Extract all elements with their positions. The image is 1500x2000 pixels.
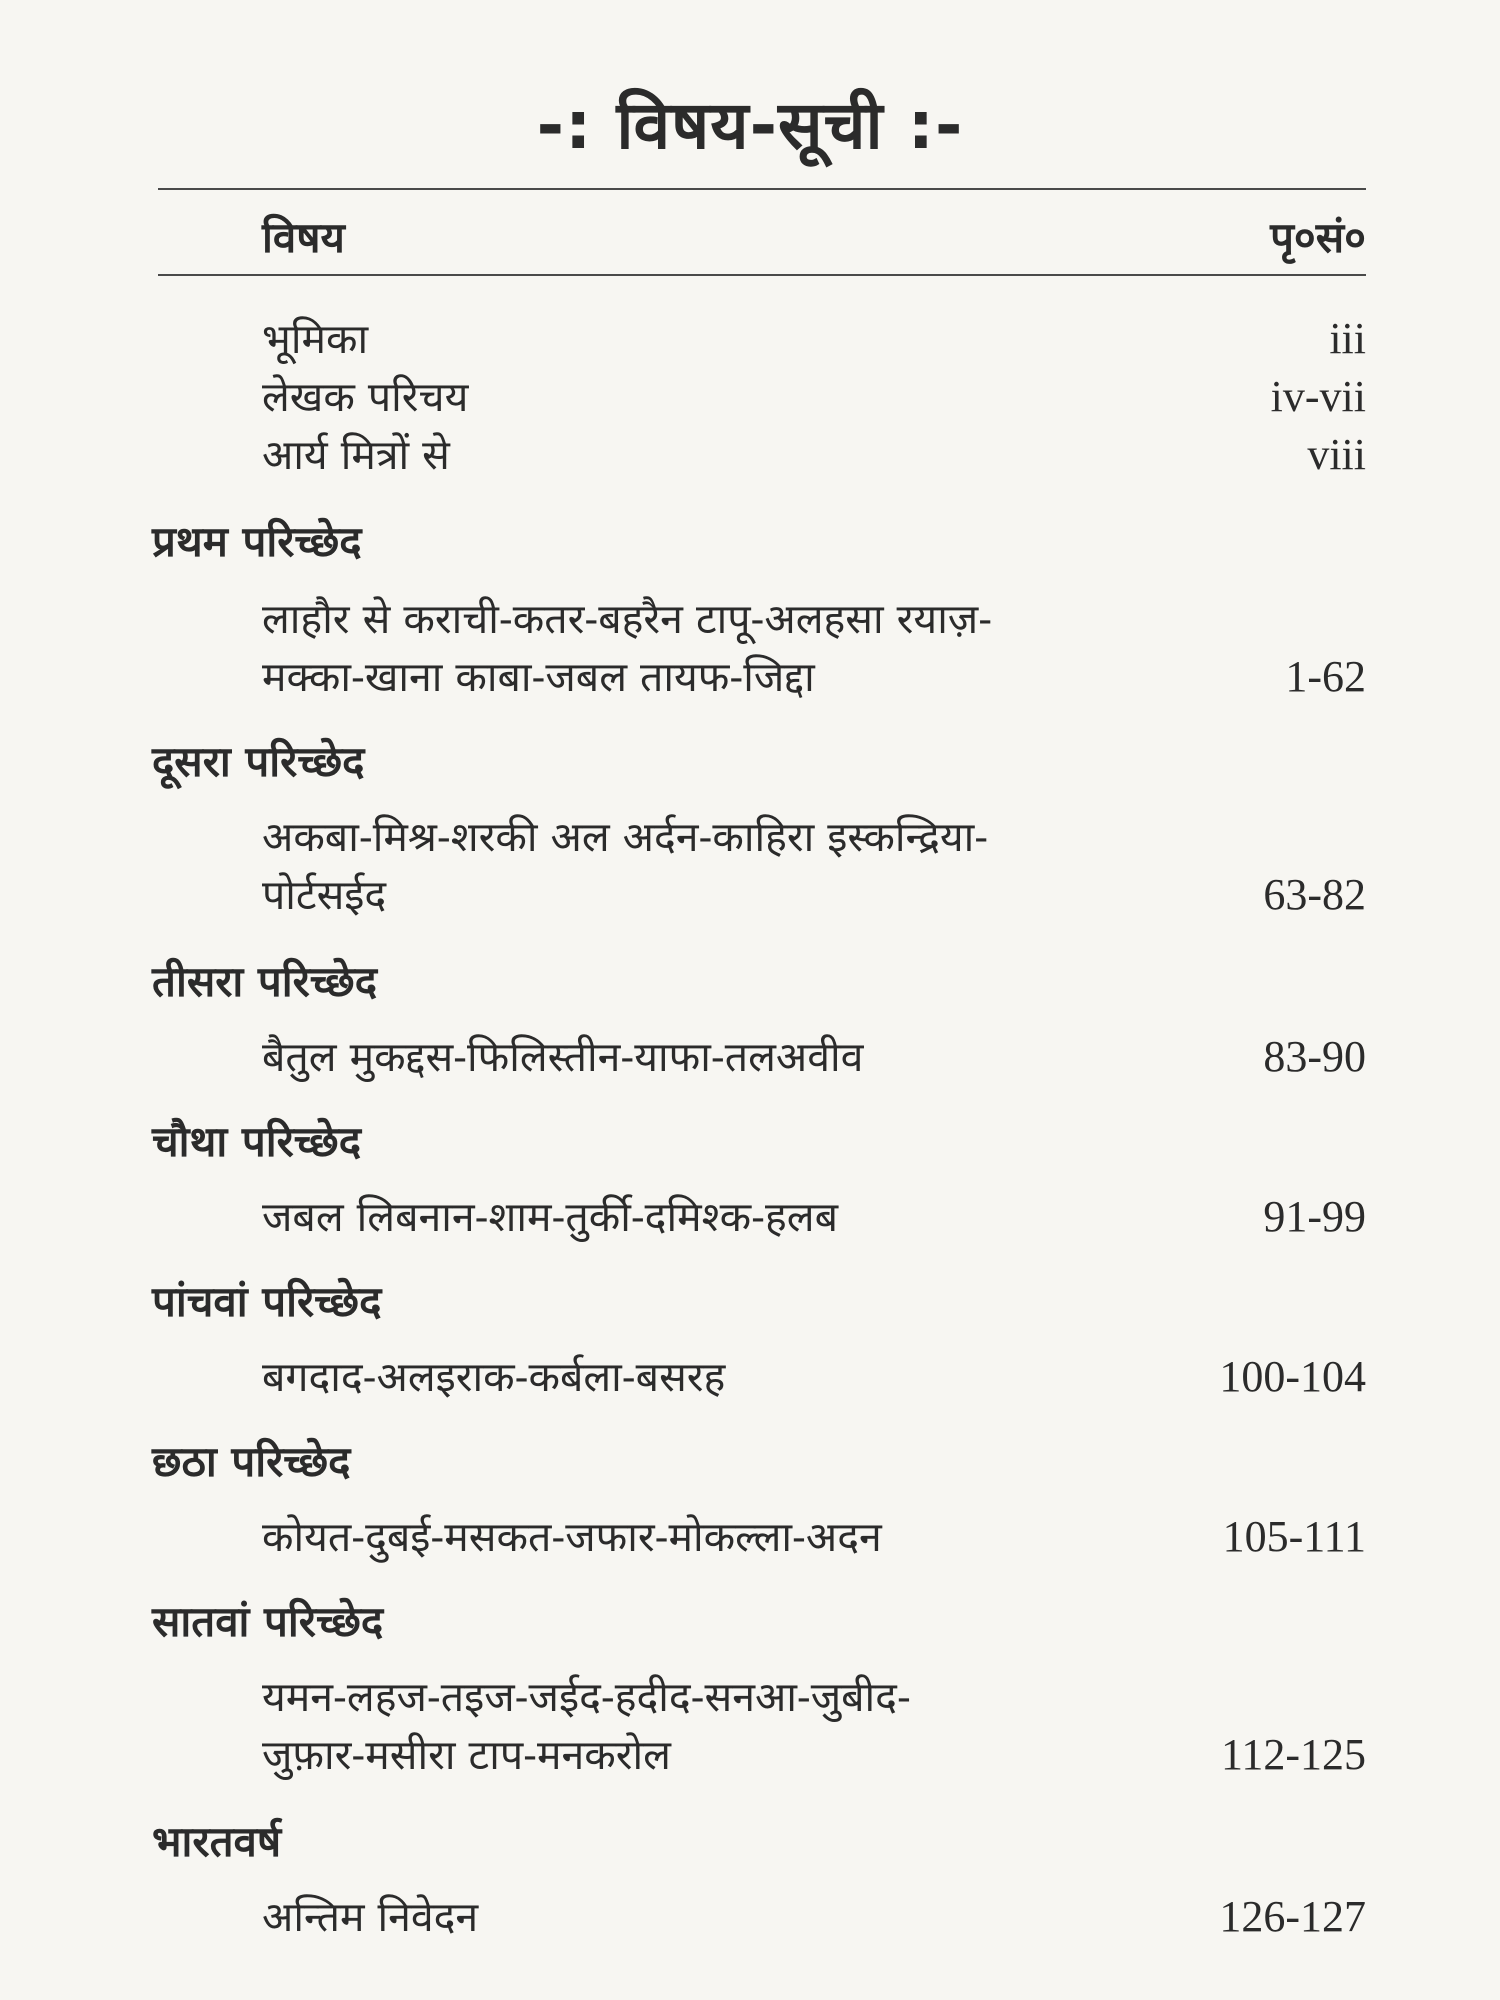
entry-line: बगदाद-अलइराक-कर्बला-बसरह [262, 1353, 726, 1401]
entry-page: 112-125 [1220, 1730, 1366, 1779]
entry-page: 91-99 [1263, 1192, 1366, 1241]
entry-page: 63-82 [1263, 870, 1366, 919]
entry-line: बैतुल मुकद्दस-फिलिस्तीन-याफा-तलअवीव [262, 1033, 864, 1081]
page-column-header: पृ०सं० [1270, 213, 1366, 262]
entry-page: 105-111 [1222, 1512, 1366, 1561]
entry-page: iv-vii [1270, 372, 1366, 421]
entry-text: लेखक परिचय [262, 373, 469, 421]
chapter-heading-5: पांचवां परिच्छेद [152, 1277, 382, 1326]
subject-column-header: विषय [262, 213, 345, 262]
header-rule-top [158, 188, 1366, 190]
chapter-entry-1 [262, 590, 1366, 706]
chapter-entry-6 [262, 1508, 1366, 1566]
entry-line: पोर्टसईद [262, 871, 387, 919]
chapter-heading-6: छठा परिच्छेद [152, 1437, 351, 1486]
entry-page: 83-90 [1263, 1032, 1366, 1081]
toc-entry-arya-friends [262, 426, 1366, 484]
chapter-entry-7 [262, 1668, 1366, 1784]
chapter-heading-3: तीसरा परिच्छेद [152, 957, 378, 1006]
chapter-entry-4 [262, 1188, 1366, 1246]
entry-page: 100-104 [1219, 1352, 1366, 1401]
chapter-heading-4: चौथा परिच्छेद [152, 1117, 361, 1166]
chapter-heading-8: भारतवर्ष [152, 1817, 282, 1866]
chapter-entry-5 [262, 1348, 1366, 1406]
entry-line: लाहौर से कराची-कतर-बहरैन टापू-अलहसा रयाज़- [262, 595, 993, 643]
toc-entry-preface [262, 310, 1366, 368]
chapter-heading-7: सातवां परिच्छेद [152, 1597, 384, 1646]
entry-line: अन्तिम निवेदन [262, 1893, 479, 1941]
entry-line: मक्का-खाना काबा-जबल तायफ-जिद्दा [262, 653, 815, 701]
entry-page: viii [1307, 430, 1366, 479]
entry-page: 1-62 [1285, 652, 1366, 701]
entry-line: अकबा-मिश्र-शरकी अल अर्दन-काहिरा इस्कन्द्रिया- [262, 813, 989, 861]
entry-line: यमन-लहज-तइज-जईद-हदीद-सनआ-जुबीद- [262, 1673, 911, 1721]
entry-page: iii [1329, 314, 1366, 363]
chapter-heading-2: दूसरा परिच्छेद [152, 737, 365, 786]
chapter-heading-1: प्रथम परिच्छेद [152, 517, 362, 566]
entry-page: 126-127 [1219, 1892, 1366, 1941]
entry-line: जबल लिबनान-शाम-तुर्की-दमिश्क-हलब [262, 1193, 838, 1241]
entry-text: आर्य मित्रों से [262, 431, 450, 479]
chapter-entry-2 [262, 808, 1366, 924]
entry-line: जुफ़ार-मसीरा टाप-मनकरोल [262, 1731, 671, 1779]
page-title: -: विषय-सूची :- [536, 87, 964, 164]
entry-line: कोयत-दुबई-मसकत-जफार-मोकल्ला-अदन [262, 1513, 882, 1561]
chapter-entry-8 [262, 1888, 1366, 1946]
entry-text: भूमिका [262, 315, 369, 363]
header-rule-bottom [158, 274, 1366, 276]
chapter-entry-3 [262, 1028, 1366, 1086]
toc-entry-author-intro [262, 368, 1366, 426]
